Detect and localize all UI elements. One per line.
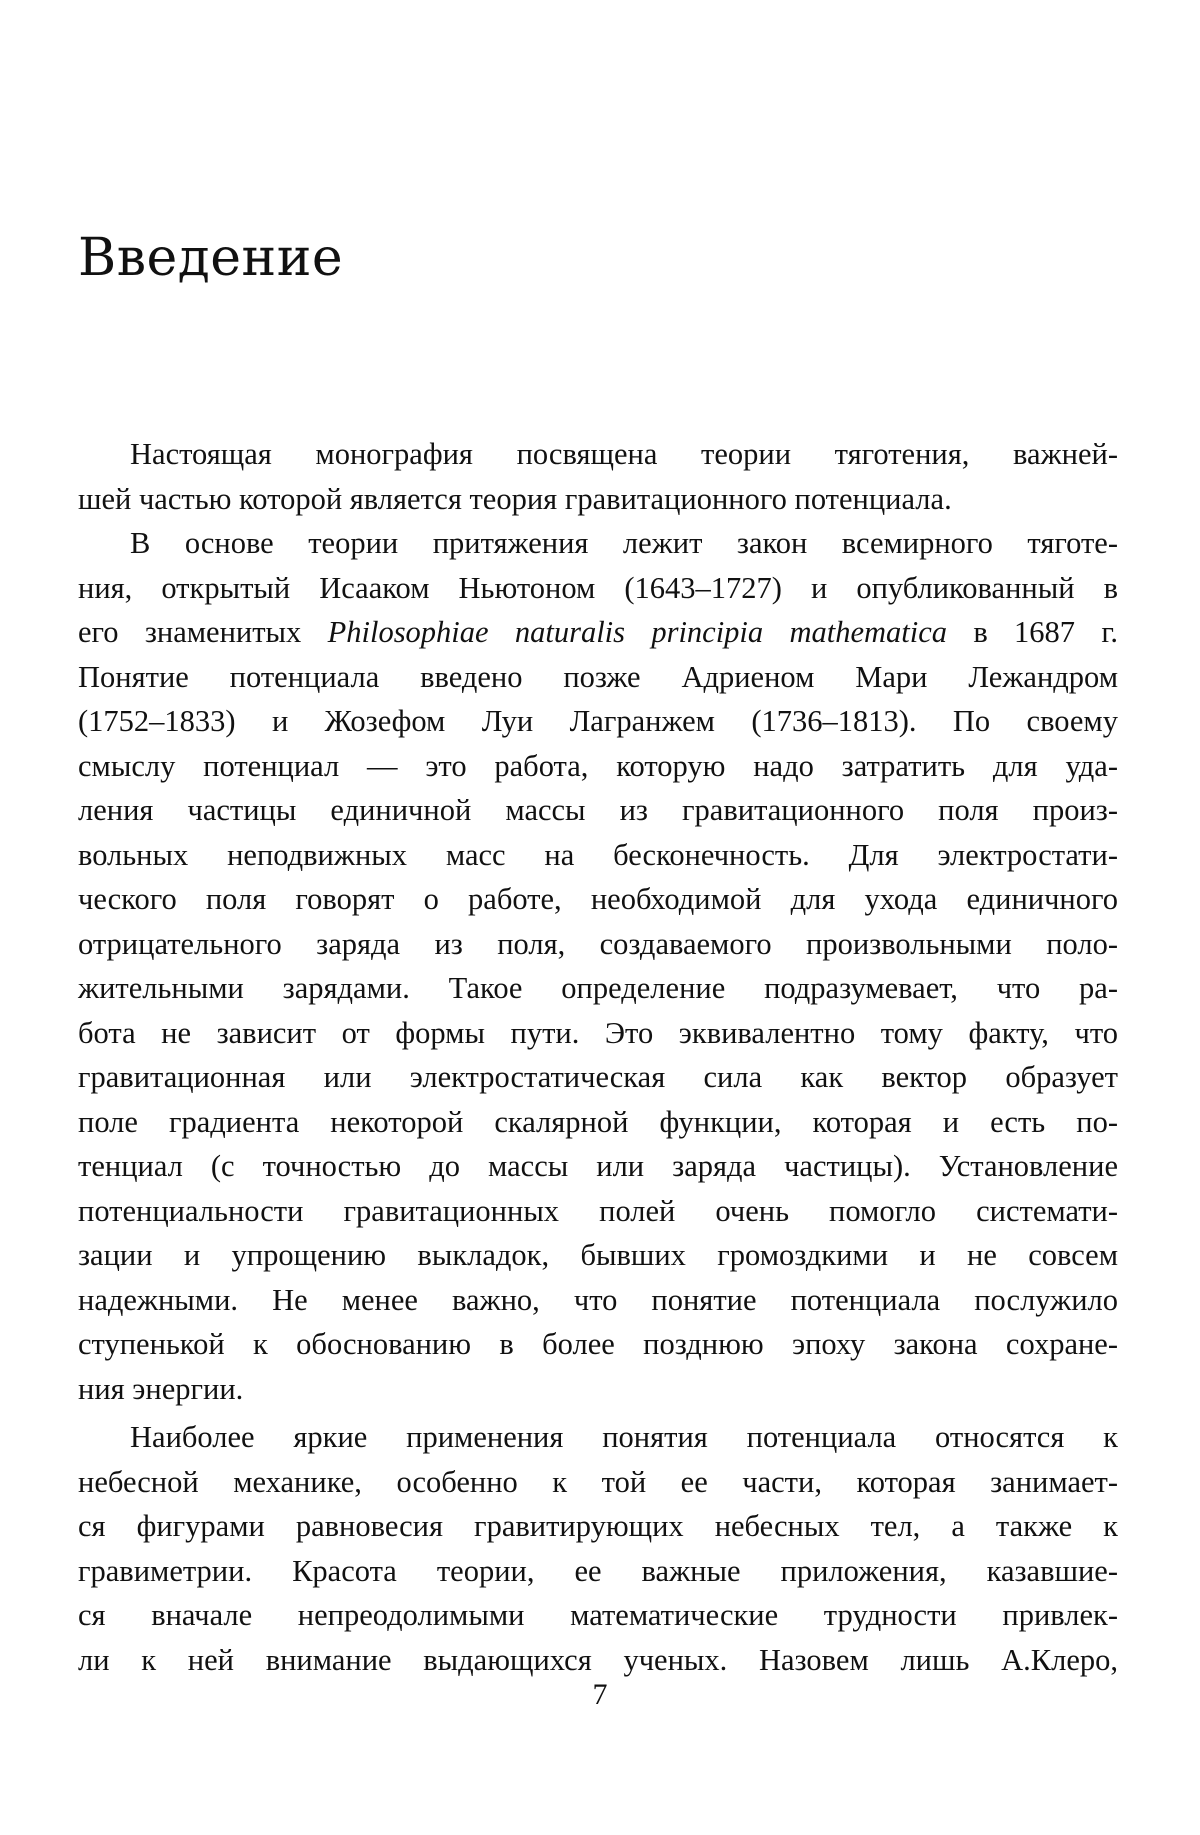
text-line: поле градиента некоторой скалярной функции, которая и есть по- bbox=[78, 1104, 1118, 1139]
chapter-title: Введение bbox=[78, 228, 344, 288]
text-line: (1752–1833) и Жозефом Луи Лагранжем (1736–1813). По своему bbox=[78, 704, 1118, 738]
text-line: гравиметрии. Красота теории, ее важные приложения, казавшие- bbox=[78, 1553, 1118, 1588]
text-line: ся фигурами равновесия гравитирующих небесных тел, а также к bbox=[78, 1509, 1118, 1543]
text-line: тенциал (с точностью до массы или заряда частицы). Установление bbox=[78, 1149, 1118, 1183]
paragraph-2 bbox=[78, 521, 1118, 1411]
page-number: 7 bbox=[592, 1678, 608, 1711]
text-line: В основе теории притяжения лежит закон всемирного тяготе- bbox=[130, 526, 1118, 560]
text-line: небесной механике, особенно к той ее части, которая занимает- bbox=[78, 1464, 1118, 1499]
text-line: ческого поля говорят о работе, необходимой для ухода единичного bbox=[78, 882, 1118, 916]
text-line: ся вначале непреодолимыми математические трудности привлек- bbox=[78, 1598, 1118, 1632]
paragraph-3 bbox=[78, 1415, 1118, 1682]
text-line: надежными. Не менее важно, что понятие потенциала послужило bbox=[78, 1282, 1118, 1317]
text-line: Наиболее яркие применения понятия потенциала относятся к bbox=[130, 1420, 1118, 1454]
text-line: бота не зависит от формы пути. Это эквивалентно тому факту, что bbox=[78, 1015, 1118, 1050]
text-line: вольных неподвижных масс на бесконечность. Для электростати- bbox=[78, 837, 1118, 872]
text-line: Настоящая монография посвящена теории тяготения, важней- bbox=[130, 437, 1118, 471]
text-line: ния, открытый Исааком Ньютоном (1643–1727) и опубликованный в bbox=[78, 570, 1118, 605]
book-title-italic: Philosophiae naturalis principia mathematica bbox=[327, 615, 948, 649]
paragraph-1 bbox=[78, 432, 1118, 521]
text-line: отрицательного заряда из поля, создаваемого произвольными поло- bbox=[78, 926, 1118, 961]
text-line: жительными зарядами. Такое определение подразумевает, что ра- bbox=[78, 971, 1118, 1005]
text-line: смыслу потенциал — это работа, которую надо затратить для уда- bbox=[78, 748, 1118, 783]
text-line: зации и упрощению выкладок, бывших громоздкими и не совсем bbox=[78, 1238, 1118, 1272]
text-line: ния энергии. bbox=[78, 1371, 244, 1406]
text-segment: его знаменитых bbox=[78, 615, 328, 649]
text-line: ли к ней внимание выдающихся ученых. Назовем лишь А.Клеро, bbox=[78, 1642, 1118, 1677]
text-line bbox=[78, 610, 1118, 655]
text-segment: в 1687 г. bbox=[947, 615, 1119, 649]
text-line: Понятие потенциала введено позже Адриеном Мари Лежандром bbox=[78, 659, 1118, 694]
body-text bbox=[78, 432, 1118, 1682]
text-line: ления частицы единичной массы из гравитационного поля произ- bbox=[78, 793, 1118, 827]
text-line: потенциальности гравитационных полей очень помогло системати- bbox=[78, 1193, 1118, 1228]
text-line: шей частью которой является теория гравитационного потенциала. bbox=[78, 481, 952, 516]
text-line: гравитационная или электростатическая сила как вектор образует bbox=[78, 1060, 1118, 1094]
text-line: ступенькой к обоснованию в более позднюю эпоху закона сохране- bbox=[78, 1327, 1118, 1361]
